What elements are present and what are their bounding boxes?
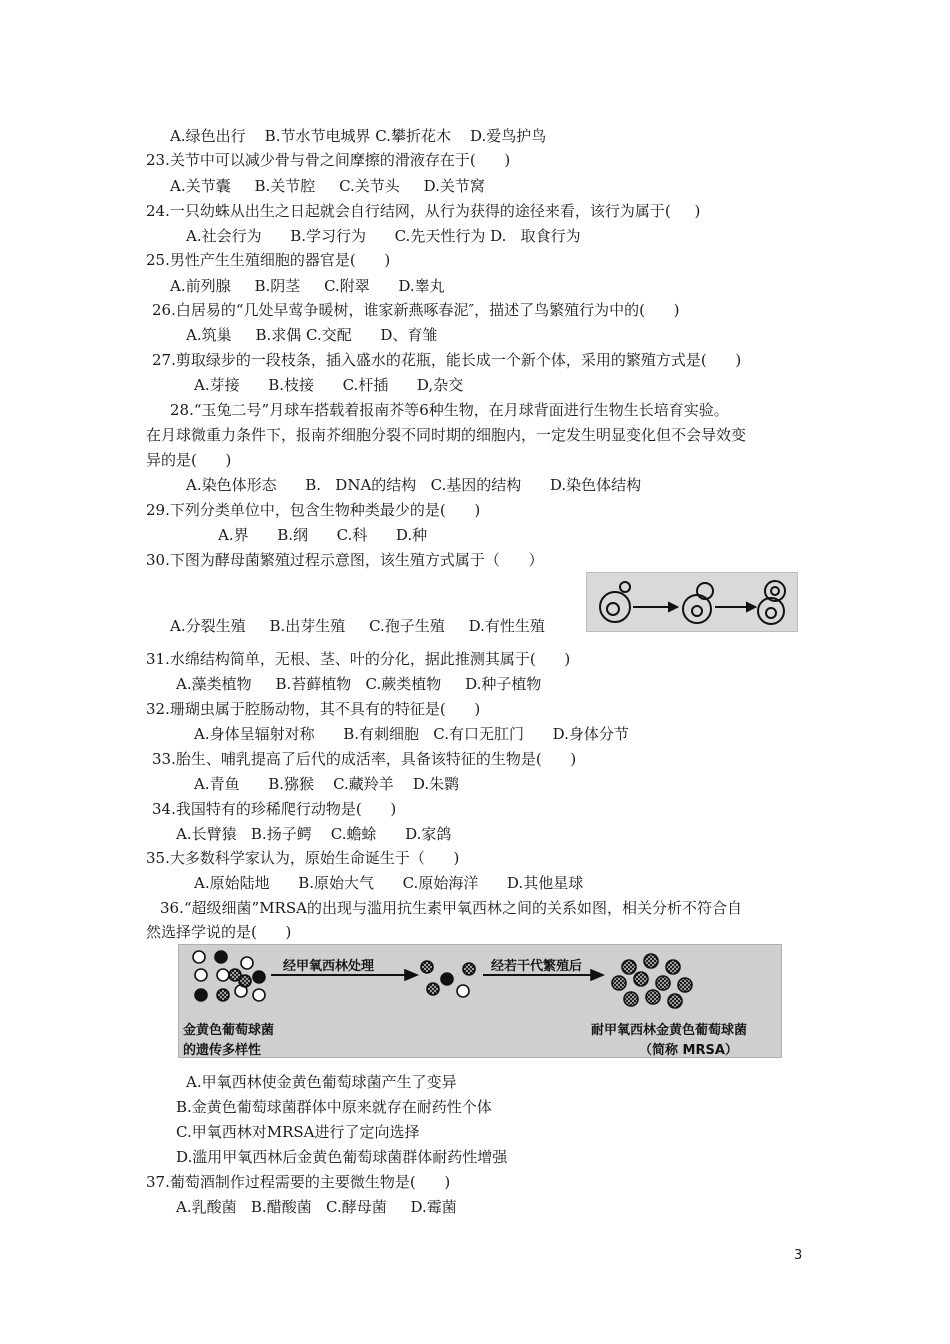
mrsa-step2-label: 经若干代繁殖后: [491, 959, 583, 974]
q33-stem: 33.胎生、哺乳提高了后代的成活率，具备该特征的生物是( ): [152, 750, 577, 768]
q32-options: A.身体呈辐射对称 B.有刺细胞 C.有口无肛门 D.身体分节: [194, 725, 629, 743]
q36-stem-2: 然选择学说的是( ): [146, 923, 292, 941]
q27-options: A.芽接 B.枝接 C.杆插 D,杂交: [194, 376, 464, 394]
q29-options: A.界 B.纲 C.科 D.种: [218, 526, 428, 544]
q28-stem-1: 28.“玉兔二号”月球车搭载着报南芥等6种生物，在月球背面进行生物生长培育实验。: [170, 401, 729, 419]
page-number: 3: [794, 1248, 803, 1263]
q25-stem: 25.男性产生生殖细胞的器官是( ): [146, 251, 391, 269]
mrsa-step1-label: 经甲氧西林处理: [283, 959, 375, 974]
q26-options: A.筑巢 B.求偶 C.交配 D、育雏: [186, 326, 438, 344]
q23-stem: 23.关节中可以减少骨与骨之间摩擦的滑液存在于( ): [146, 151, 511, 169]
q33-options: A.青鱼 B.猕猴 C.藏羚羊 D.朱鹮: [194, 775, 460, 793]
q37-stem: 37.葡萄酒制作过程需要的主要微生物是( ): [146, 1173, 451, 1191]
q37-options: A.乳酸菌 B.醋酸菌 C.酵母菌 D.霉菌: [176, 1198, 457, 1216]
q35-options: A.原始陆地 B.原始大气 C.原始海洋 D.其他星球: [194, 874, 584, 892]
q26-stem: 26.白居易的“几处早莺争暖树，谁家新燕啄春泥″，描述了鸟繁殖行为中的( ): [152, 301, 680, 319]
mrsa-right-caption-1: 耐甲氧西林金黄色葡萄球菌: [591, 1023, 748, 1038]
q36-option-b: B.金黄色葡萄球菌群体中原来就存在耐药性个体: [176, 1098, 492, 1116]
q24-stem: 24.一只幼蛛从出生之日起就会自行结网，从行为获得的途径来看，该行为属于( ): [146, 202, 701, 220]
q30-stem: 30.下图为酵母菌繁殖过程示意图，该生殖方式属于（ ）: [146, 551, 544, 569]
q28-stem-2: 在月球微重力条件下，报南芥细胞分裂不同时期的细胞内，一定发生明显变化但不会导效变: [146, 426, 747, 444]
q28-options: A.染色体形态 B. DNA的结构 C.基因的结构 D.染色体结构: [186, 476, 642, 494]
q25-options: A.前列腺 B.阴茎 C.附翠 D.睾丸: [170, 277, 445, 295]
q22-options: A.绿色出行 B.节水节电城界 C.攀折花木 D.爱鸟护鸟: [170, 127, 547, 145]
mrsa-right-caption-2: （简称 MRSA）: [639, 1043, 738, 1058]
q36-stem-1: 36.“超级细菌”MRSA的出现与滥用抗生素甲氧西林之间的关系如图，相关分析不符合自: [160, 899, 742, 917]
q36-option-a: A.甲氧西林使金黄色葡萄球菌产生了变异: [186, 1073, 457, 1091]
q36-option-c: C.甲氧西林对MRSA进行了定向选择: [176, 1123, 420, 1141]
q31-stem: 31.水绵结构简单，无根、茎、叶的分化，据此推测其属于( ): [146, 650, 571, 668]
mrsa-selection-figure: [178, 944, 782, 1058]
mrsa-left-caption-1: 金黄色葡萄球菌: [183, 1023, 275, 1038]
q24-options: A.社会行为 B.学习行为 C.先天性行为 D. 取食行为: [186, 227, 581, 245]
q34-stem: 34.我国特有的珍稀爬行动物是( ): [152, 800, 397, 818]
yeast-budding-diagram: [587, 573, 797, 631]
q30-options: A.分裂生殖 B.出芽生殖 C.孢子生殖 D.有性生殖: [170, 617, 545, 635]
q27-stem: 27.剪取绿步的一段枝条，插入盛水的花瓶，能长成一个新个体，采用的繁殖方式是( ): [152, 351, 742, 369]
q23-options: A.关节囊 B.关节腔 C.关节头 D.关节窝: [170, 177, 485, 195]
q36-option-d: D.滥用甲氧西林后金黄色葡萄球菌群体耐药性增强: [176, 1148, 508, 1166]
mrsa-left-caption-2: 的遗传多样性: [183, 1043, 262, 1058]
q28-stem-3: 异的是( ): [146, 451, 232, 469]
yeast-budding-figure: [586, 572, 798, 632]
q34-options: A.长臂猿 B.扬子鳄 C.蟾蜍 D.家鸽: [176, 825, 452, 843]
q35-stem: 35.大多数科学家认为，原始生命诞生于（ ): [146, 849, 460, 867]
q32-stem: 32.珊瑚虫属于腔肠动物，其不具有的特征是( ): [146, 700, 481, 718]
q31-options: A.藻类植物 B.苔藓植物 C.蕨类植物 D.种子植物: [176, 675, 542, 693]
q29-stem: 29.下列分类单位中，包含生物种类最少的是( ): [146, 501, 481, 519]
